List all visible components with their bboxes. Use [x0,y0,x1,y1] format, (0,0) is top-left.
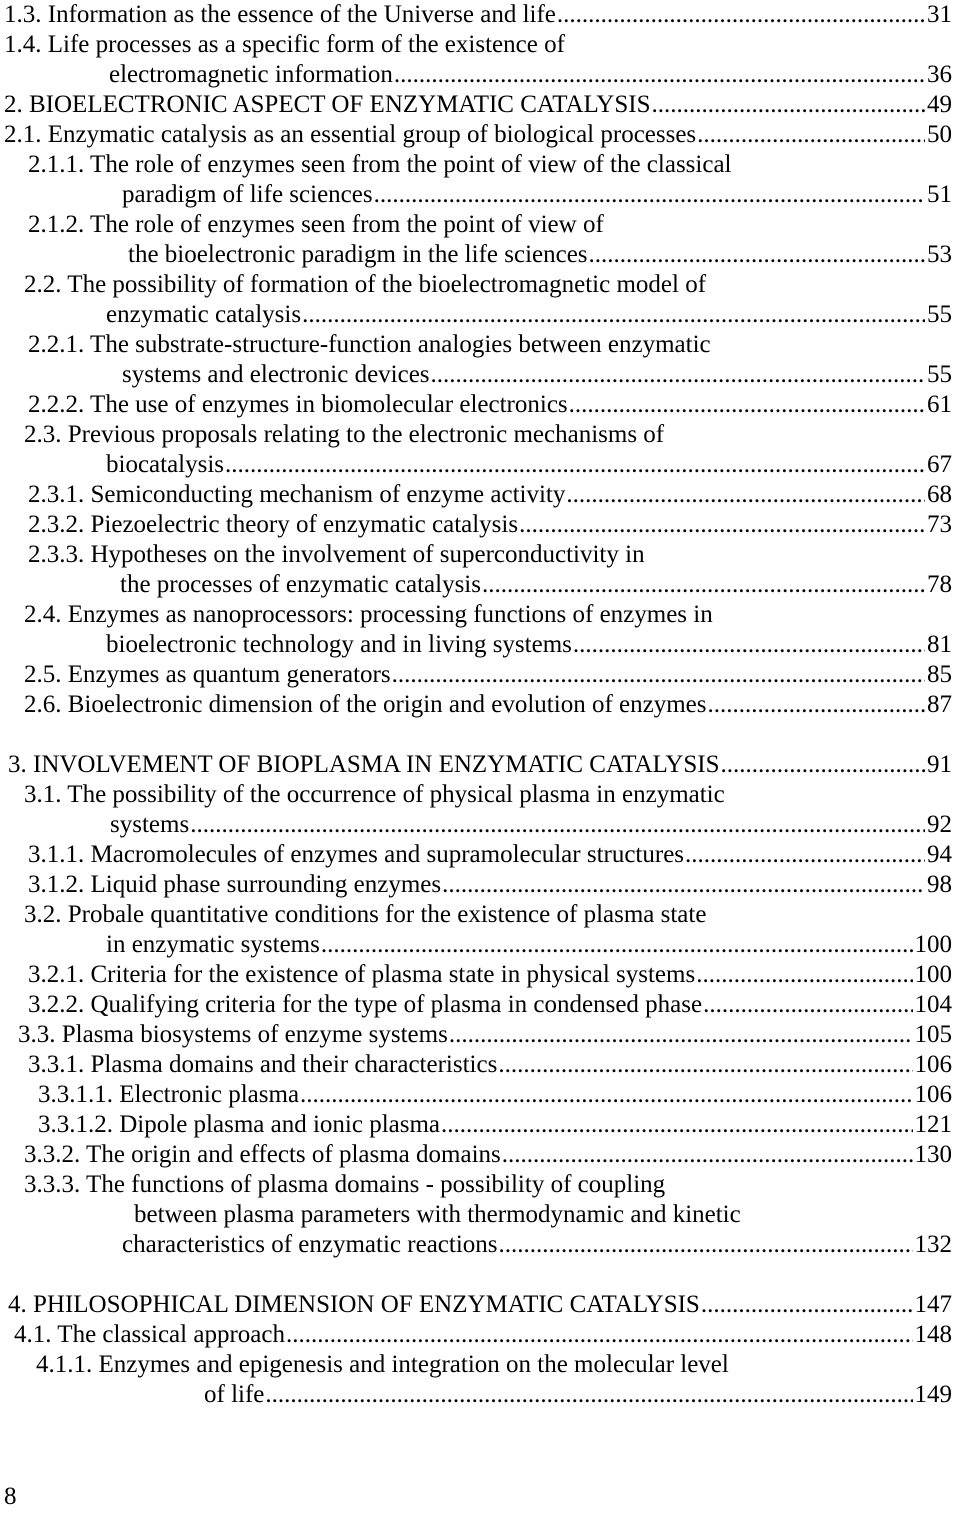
toc-entry [0,330,958,360]
toc-entry [0,480,958,510]
toc-entry-page: 36 [927,61,952,88]
toc-entry-page: 148 [914,1321,952,1348]
toc-entry-page: 98 [927,871,952,898]
toc-dot-leader [482,570,925,600]
toc-entry [0,570,958,600]
page-number: 8 [4,1483,17,1510]
toc-entry-title: enzymatic catalysis [106,301,302,328]
toc-entry-page: 55 [927,301,952,328]
toc-dot-leader [225,450,925,480]
toc-dot-leader [707,690,925,720]
toc-entry [0,630,958,660]
toc-entry-title: characteristics of enzymatic reactions [122,1231,498,1258]
toc-entry [0,90,958,120]
toc-entry-title: 2.6. Bioelectronic dimension of the origin and evolution of enzymes [24,691,707,718]
toc-dot-leader [449,1020,913,1050]
toc-entry [0,930,958,960]
toc-dot-leader [685,840,925,870]
toc-entry [0,510,958,540]
toc-entry-title: 2.1. Enzymatic catalysis as an essential group of biological processes [4,121,697,148]
toc-entry-page: 67 [927,451,952,478]
toc-entry [0,300,958,330]
toc-entry [0,120,958,150]
toc-entry [0,1320,958,1350]
toc-entry [0,840,958,870]
toc-entry [0,180,958,210]
toc-dot-leader [286,1320,913,1350]
toc-entry-title: 3.3.3. The functions of plasma domains - possibility of coupling [24,1171,666,1198]
toc-entry [0,1350,958,1380]
toc-entry-page: 92 [927,811,952,838]
toc-entry [0,270,958,300]
toc-entry-page: 53 [927,241,952,268]
toc-dot-leader [721,750,925,780]
toc-dot-leader [519,510,925,540]
toc-entry-page: 68 [927,481,952,508]
toc-dot-leader [498,1050,912,1080]
toc-entry-page: 78 [927,571,952,598]
toc-entry-title: between plasma parameters with thermodynamic and kinetic [134,1201,741,1228]
toc-entry [0,990,958,1020]
toc-entry-page: 49 [927,91,952,118]
toc-entry-title: 3.3. Plasma biosystems of enzyme systems [18,1021,448,1048]
toc-dot-leader [302,300,925,330]
toc-entry-title: systems [110,811,190,838]
toc-entry-page: 55 [927,361,952,388]
toc-entry [0,390,958,420]
toc-entry-page: 100 [914,931,952,958]
toc-entry-title: 4.1. The classical approach [14,1321,285,1348]
toc-entry-title: 2.3. Previous proposals relating to the electronic mechanisms of [24,421,665,448]
toc-dot-leader [573,630,925,660]
toc-entry-title: 2. BIOELECTRONIC ASPECT OF ENZYMATIC CATALYSIS [4,91,651,118]
toc-entry-page: 130 [914,1141,952,1168]
toc-entry-title: 3.3.1.1. Electronic plasma [38,1081,300,1108]
toc-entry-page: 149 [914,1381,952,1408]
toc-entry-title: 3.2.1. Criteria for the existence of plasma state in physical systems [28,961,696,988]
toc-dot-leader [703,990,912,1020]
toc-dot-leader [701,1290,913,1320]
toc-entry [0,1290,958,1320]
toc-entry [0,360,958,390]
toc-entry-title: electromagnetic information [109,61,393,88]
toc-dot-leader [441,1110,912,1140]
toc-entry [0,60,958,90]
toc-entry [0,810,958,840]
toc-entry [0,780,958,810]
toc-entry-page: 121 [914,1111,952,1138]
toc-entry-title: 2.2.2. The use of enzymes in biomolecular electronics [28,391,568,418]
toc-entry [0,1200,958,1230]
toc-entry [0,0,958,30]
toc-entry [0,900,958,930]
toc-entry-page: 31 [927,1,952,28]
toc-entry-page: 91 [927,751,952,778]
toc-entry-page: 132 [914,1231,952,1258]
toc-entry-title: 2.5. Enzymes as quantum generators [24,661,391,688]
toc-dot-leader [589,240,925,270]
toc-dot-leader [696,960,912,990]
toc-entry-title: 3.3.1.2. Dipole plasma and ionic plasma [38,1111,441,1138]
toc-entry-title: 2.3.1. Semiconducting mechanism of enzyme activity [28,481,566,508]
toc-entry [0,150,958,180]
toc-entry-page: 87 [927,691,952,718]
toc-entry [0,1230,958,1260]
toc-dot-leader [557,0,925,30]
toc-entry-title: 2.2.1. The substrate-structure-function analogies between enzymatic [28,331,711,358]
toc-entry [0,690,958,720]
toc-entry [0,210,958,240]
toc-entry [0,240,958,270]
toc-entry [0,540,958,570]
toc-entry-title: 1.3. Information as the essence of the Universe and life [4,1,556,28]
toc-dot-leader [321,930,913,960]
toc-entry-title: 3.1.2. Liquid phase surrounding enzymes [28,871,442,898]
toc-entry-page: 81 [927,631,952,658]
toc-dot-leader [502,1140,913,1170]
toc-entry-page: 50 [927,121,952,148]
toc-entry-title: the processes of enzymatic catalysis [120,571,481,598]
toc-entry [0,1170,958,1200]
toc-entry-title: biocatalysis [106,451,225,478]
toc-entry [0,1050,958,1080]
toc-entry [0,30,958,60]
toc-entry-title: 3.3.1. Plasma domains and their characteristics [28,1051,498,1078]
toc-entry-page: 104 [914,991,952,1018]
toc-dot-leader [569,390,925,420]
toc-entry-title: 3. INVOLVEMENT OF BIOPLASMA IN ENZYMATIC CATALYSIS [8,751,720,778]
toc-entry-page: 100 [914,961,952,988]
toc-dot-leader [392,660,925,690]
toc-entry-page: 61 [927,391,952,418]
toc-entry-page: 105 [914,1021,952,1048]
toc-dot-leader [265,1380,912,1410]
toc-dot-leader [374,180,925,210]
toc-entry-title: of life [204,1381,265,1408]
toc-entry-page: 106 [914,1081,952,1108]
toc-entry-title: 2.4. Enzymes as nanoprocessors: processing functions of enzymes in [24,601,713,628]
toc-entry-title: 3.2. Probale quantitative conditions for the existence of plasma state [24,901,707,928]
toc-dot-leader [190,810,925,840]
toc-dot-leader [442,870,925,900]
toc-entry [0,1110,958,1140]
toc-entry-title: 3.2.2. Qualifying criteria for the type of plasma in condensed phase [28,991,703,1018]
toc-entry-title: bioelectronic technology and in living systems [106,631,572,658]
toc-entry-title: 1.4. Life processes as a specific form of the existence of [4,31,565,58]
toc-entry-title: 2.2. The possibility of formation of the bioelectromagnetic model of [24,271,707,298]
toc-entry-title: paradigm of life sciences [122,181,373,208]
toc-entry-title: 3.3.2. The origin and effects of plasma domains [24,1141,501,1168]
toc-entry-title: in enzymatic systems [106,931,320,958]
toc-entry [0,1140,958,1170]
toc-dot-leader [651,90,925,120]
toc-entry [0,660,958,690]
toc-entry-title: 4.1.1. Enzymes and epigenesis and integration on the molecular level [36,1351,729,1378]
toc-entry-page: 85 [927,661,952,688]
toc-entry-page: 94 [927,841,952,868]
toc-entry-title: 2.1.2. The role of enzymes seen from the point of view of [28,211,604,238]
toc-entry-title: systems and electronic devices [122,361,430,388]
toc-entry-page: 73 [927,511,952,538]
toc-entry-title: 2.3.2. Piezoelectric theory of enzymatic catalysis [28,511,519,538]
toc-entry-title: 4. PHILOSOPHICAL DIMENSION OF ENZYMATIC CATALYSIS [8,1291,700,1318]
toc-dot-leader [394,60,925,90]
toc-entry [0,1080,958,1110]
toc-entry-title: the bioelectronic paradigm in the life sciences [128,241,588,268]
toc-entry-title: 3.1. The possibility of the occurrence of physical plasma in enzymatic [24,781,725,808]
toc-dot-leader [697,120,925,150]
toc-entry [0,450,958,480]
toc-entry [0,1020,958,1050]
toc-entry [0,1380,958,1410]
toc-entry-title: 3.1.1. Macromolecules of enzymes and supramolecular structures [28,841,685,868]
toc-entry-title: 2.1.1. The role of enzymes seen from the point of view of the classical [28,151,732,178]
toc-entry-title: 2.3.3. Hypotheses on the involvement of superconductivity in [28,541,645,568]
toc-dot-leader [566,480,925,510]
toc-dot-leader [300,1080,912,1110]
toc-entry-page: 51 [927,181,952,208]
toc-entry [0,420,958,450]
toc-dot-leader [431,360,925,390]
toc-entry-page: 147 [914,1291,952,1318]
toc-entry [0,960,958,990]
toc-entry [0,750,958,780]
toc-entry-page: 106 [914,1051,952,1078]
toc-entry [0,870,958,900]
toc-entry [0,600,958,630]
toc-dot-leader [499,1230,913,1260]
